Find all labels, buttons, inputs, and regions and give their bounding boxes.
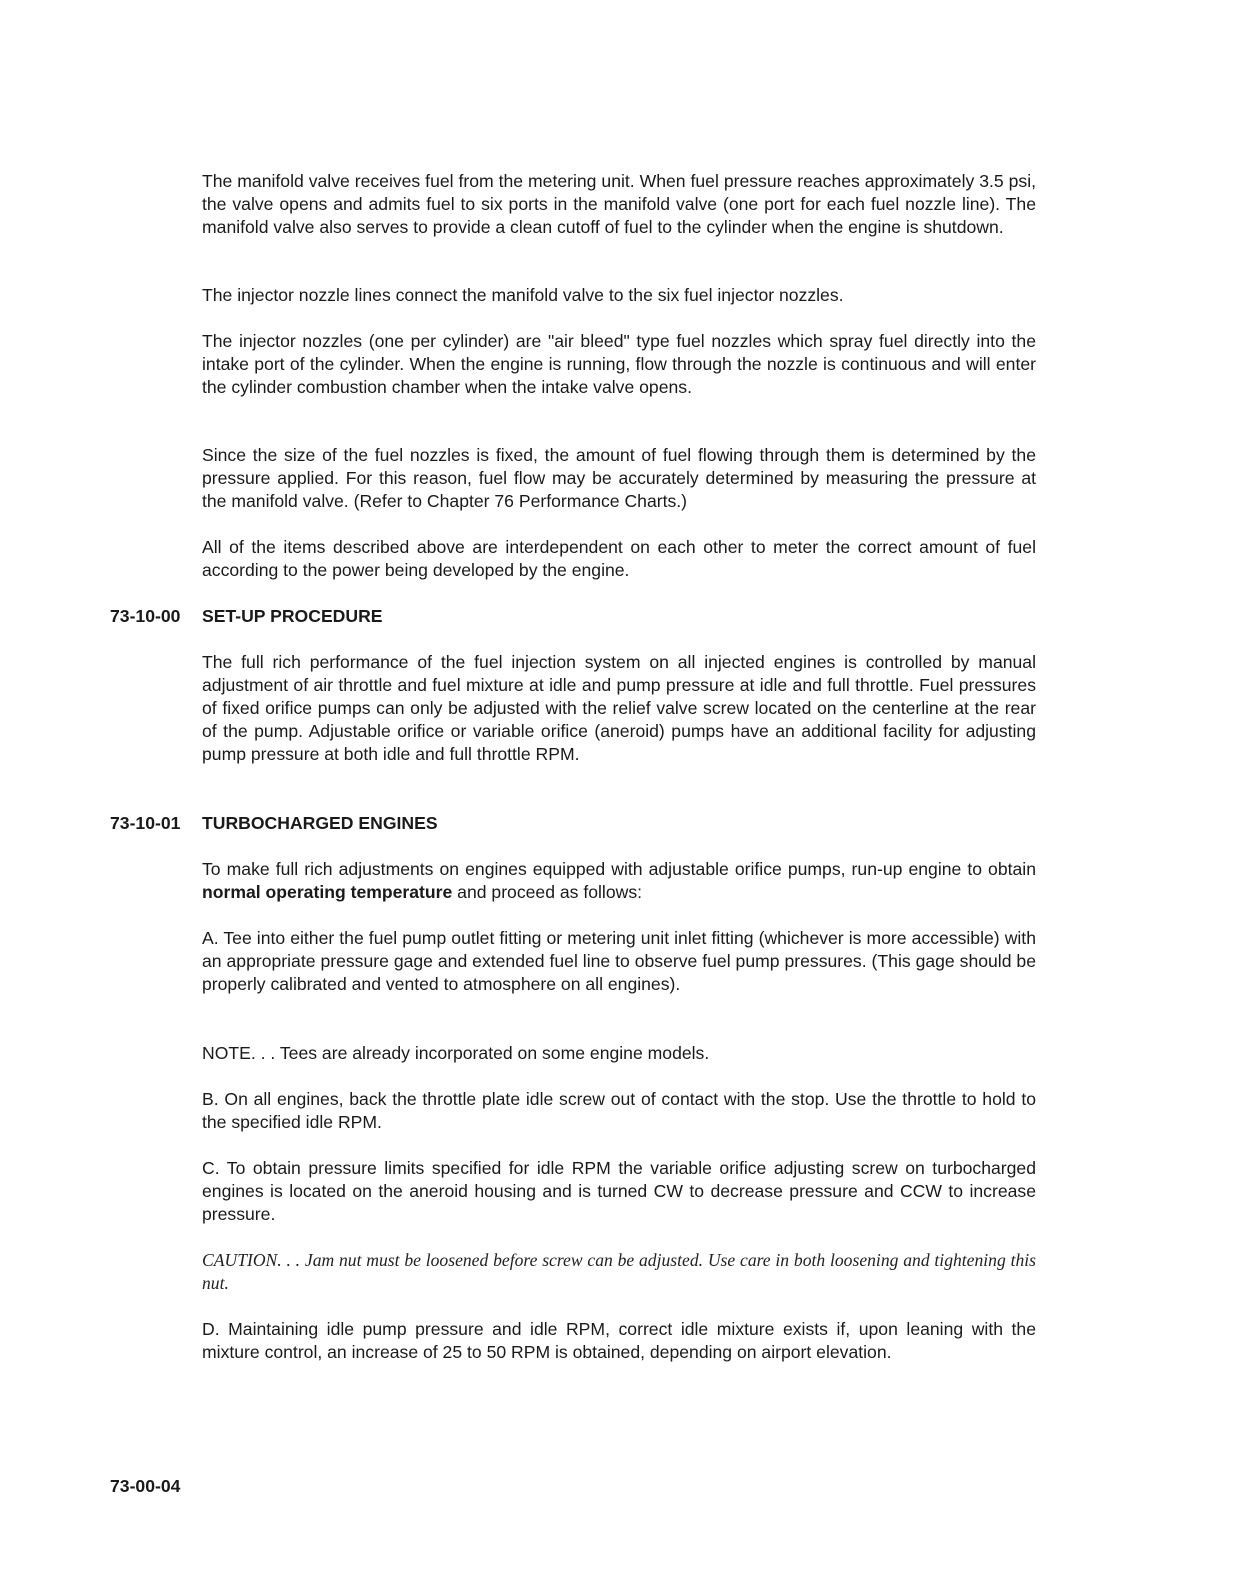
paragraph-nozzle-size: Since the size of the fuel nozzles is fixed, the amount of fuel flowing through them is determined by the pressure applied. For this reason, fuel flow may be accurately determined by measuring the pressure at the manifold valve. (Refer to Chapter 76 Performance Charts.) — [202, 445, 1036, 511]
step-a: A. Tee into either the fuel pump outlet fitting or metering unit inlet fitting (whichever is more accessible) with an appropriate pressure gage and extended fuel line to observe fuel pump pressures. (This gage should be properly calibrated and vented to atmosphere on all engines). — [202, 928, 1036, 994]
section-heading-turbocharged — [110, 812, 438, 835]
note: NOTE. . . Tees are already incorporated on some engine models. — [202, 1043, 710, 1063]
section-number: 73-10-01 — [110, 813, 181, 833]
section-number: 73-10-00 — [110, 606, 181, 626]
section-heading-setup — [110, 605, 383, 628]
step-d: D. Maintaining idle pump pressure and idle RPM, correct idle mixture exists if, upon leaning with the mixture control, an increase of 25 to 50 RPM is obtained, depending on airport elevation. — [202, 1319, 1036, 1362]
section-title: TURBOCHARGED ENGINES — [202, 813, 438, 833]
step-c: C. To obtain pressure limits specified for idle RPM the variable orifice adjusting screw on turbocharged engines is located on the aneroid housing and is turned CW to decrease pressure and CCW to increase pressure. — [202, 1158, 1036, 1224]
page-number: 73-00-04 — [110, 1476, 181, 1496]
paragraph-injector-nozzles: The injector nozzles (one per cylinder) are "air bleed" type fuel nozzles which spray fuel directly into the intake port of the cylinder. When the engine is running, flow through the nozzle is continuous and will enter the cylinder combustion chamber when the intake valve opens. — [202, 331, 1036, 397]
intro-text: To make full rich adjustments on engines equipped with adjustable orifice pumps, run-up engine to obtain — [202, 859, 1036, 879]
intro-emphasis: normal operating temperature — [202, 882, 453, 902]
paragraph-turbo-intro — [202, 858, 1036, 904]
intro-text-end: and proceed as follows: — [452, 882, 643, 902]
paragraph-injector-lines: The injector nozzle lines connect the manifold valve to the six fuel injector nozzles. — [202, 285, 844, 305]
step-b: B. On all engines, back the throttle plate idle screw out of contact with the stop. Use the throttle to hold to the specified idle RPM. — [202, 1089, 1036, 1132]
paragraph-setup-body: The full rich performance of the fuel injection system on all injected engines is controlled by manual adjustment of air throttle and fuel mixture at idle and pump pressure at idle and full throttle. Fuel pressures of fixed orifice pumps can only be adjusted with the relief valve screw located on the centerline at the rear of the pump. Adjustable orifice or variable orifice (aneroid) pumps have an additional facility for adjusting pump pressure at both idle and full throttle RPM. — [202, 652, 1036, 764]
paragraph-manifold-valve: The manifold valve receives fuel from the metering unit. When fuel pressure reaches approximately 3.5 psi, the valve opens and admits fuel to six ports in the manifold valve (one port for each fuel nozzle line). The manifold valve also serves to provide a clean cutoff of fuel to the cylinder when the engine is shutdown. — [202, 171, 1036, 237]
section-title: SET-UP PROCEDURE — [202, 606, 383, 626]
caution-note: CAUTION. . . Jam nut must be loosened before screw can be adjusted. Use care in both loosening and tightening this nut. — [202, 1250, 1036, 1293]
paragraph-interdependent: All of the items described above are interdependent on each other to meter the correct amount of fuel according to the power being developed by the engine. — [202, 537, 1036, 580]
